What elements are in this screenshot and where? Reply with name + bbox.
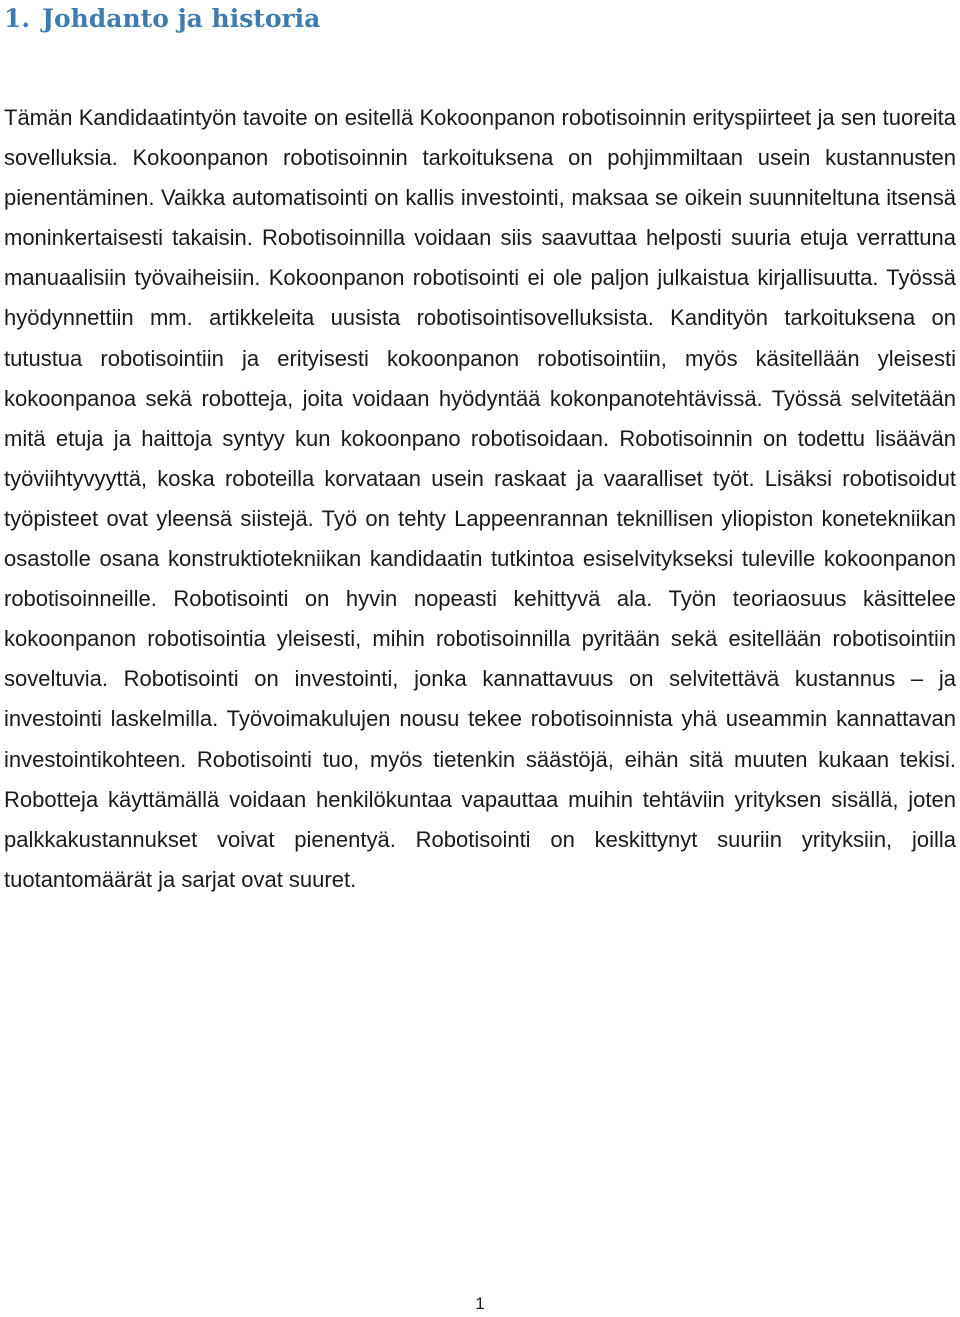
body-paragraph: Tämän Kandidaatintyön tavoite on esitellä Kokoonpanon robotisoinnin erityspiirteet ja sen tuoreita sovelluksia. Kokoonpanon robotisoinnin tarkoituksena on pohjimmiltaan usein kustannusten pienentäminen. Vaikka automatisointi on kallis investointi, maksaa se oikein suunniteltuna itsensä moninkertaisesti takaisin. Robotisoinnilla voidaan siis saavuttaa helposti suuria etuja verrattuna manuaalisiin työvaiheisiin. Kokoonpanon robotisointi ei ole paljon julkaistua kirjallisuutta. Työssä hyödynnettiin mm. artikkeleita uusista robotisointisovelluksista. Kandityön tarkoituksena on tutustua robotisointiin ja erityisesti kokoonpanon robotisointiin, myös käsitellään yleisesti kokoonpanoa sekä robotteja, joita voidaan hyödyntää kokonpanotehtävissä. Työssä selvitetään mitä etuja ja haittoja syntyy kun kokoonpano robotisoidaan. Robotisoinnin on todettu lisäävän työviihtyvyyttä, koska roboteilla korvataan usein raskaat ja vaaralliset työt. Lisäksi robotisoidut työpisteet ovat yleensä siistejä. Työ on tehty Lappeenrannan teknillisen yliopiston konetekniikan osastolle osana konstruktiotekniikan kandidaatin tutkintoa esiselvitykseksi tuleville kokoonpanon robotisoinneille. Robotisointi on hyvin nopeasti kehittyvä ala. Työn teoriaosuus käsittelee kokoonpanon robotisointia yleisesti, mihin robotisoinnilla pyritään sekä esitellään robotisointiin soveltuvia. Robotisointi on investointi, jonka kannattavuus on selvitettävä kustannus – ja investointi laskelmilla. Työvoimakulujen nousu tekee robotisoinnista yhä useammin kannattavan investointikohteen. Robotisointi tuo, myös tietenkin säästöjä, eihän sitä muuten kukaan tekisi. Robotteja käyttämällä voidaan henkilökuntaa vapauttaa muihin tehtäviin yrityksen sisällä, joten palkkakustannukset voivat pienentyä. Robotisointi on keskittynyt suuriin yrityksiin, joilla tuotantomäärät ja sarjat ovat suuret. bbox=[4, 105, 956, 892]
chapter-heading bbox=[4, 0, 320, 38]
page-number: 1 bbox=[475, 1294, 485, 1313]
chapter-title: Johdanto ja historia bbox=[42, 4, 321, 33]
chapter-number: 1. bbox=[4, 4, 31, 33]
